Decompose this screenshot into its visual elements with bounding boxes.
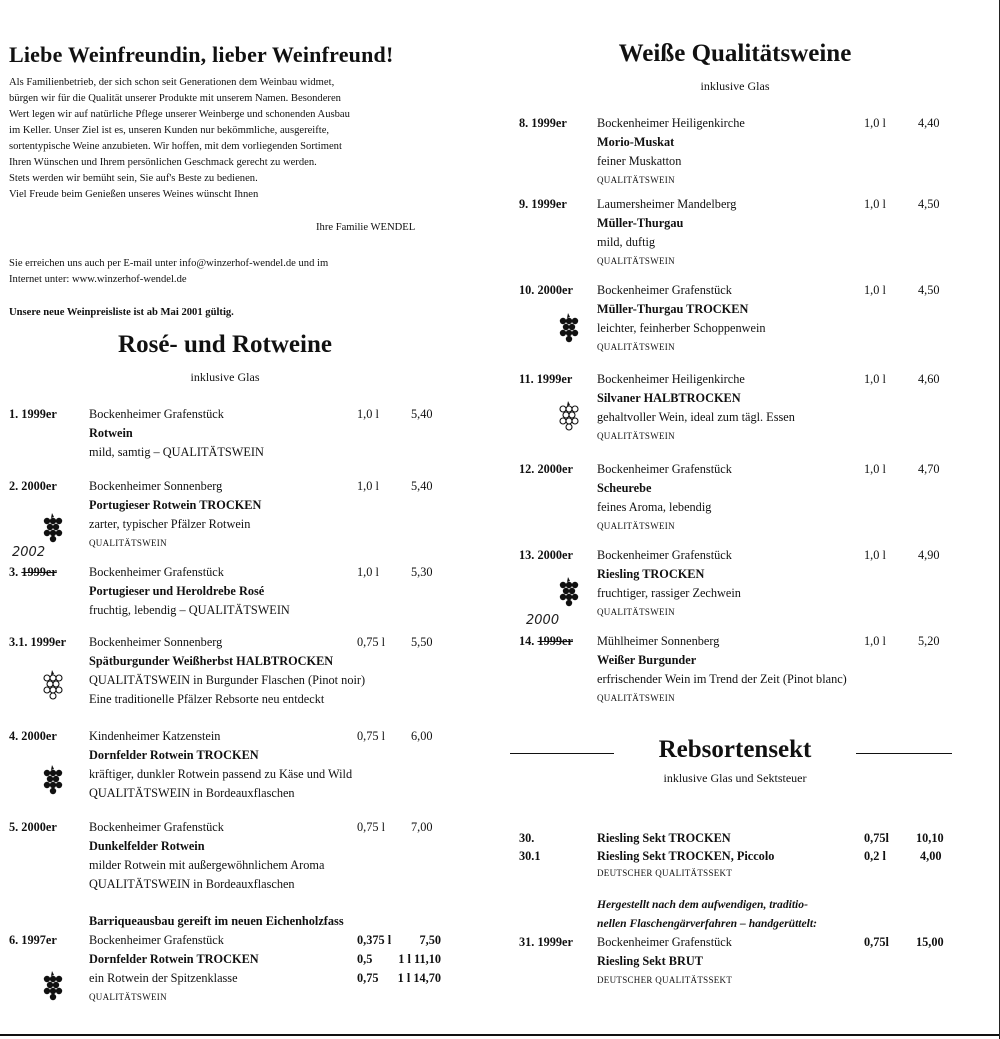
wine-name: Müller-Thurgau	[597, 216, 684, 230]
contact-text	[9, 256, 449, 288]
wine-volume: 1,0 l	[864, 462, 886, 476]
wine-quality: QUALITÄTSWEIN	[597, 342, 675, 352]
wine-location: Bockenheimer Grafenstück	[597, 462, 732, 476]
wine-name: Silvaner HALBTROCKEN	[597, 391, 741, 405]
wine-price: 5,50	[411, 635, 433, 649]
wine-number: 5. 2000er	[9, 820, 57, 834]
wine-location: Bockenheimer Grafenstück	[597, 283, 732, 297]
intro-line: bürgen wir für die Qualität unserer Produkte mit unserem Namen. Besonderen	[9, 93, 341, 104]
sekt-note	[597, 895, 817, 933]
wine-location: Mühlheimer Sonnenberg	[597, 634, 720, 648]
wine-description: erfrischender Wein im Trend der Zeit (Pinot blanc)	[597, 672, 847, 686]
wine-number: 8. 1999er	[519, 116, 567, 130]
sekt-name: Riesling Sekt BRUT	[597, 954, 703, 968]
wine-volume: 0,375 l	[357, 933, 392, 947]
wine-price: 4,60	[918, 372, 940, 386]
wine-number: 3.1. 1999er	[9, 635, 67, 649]
wine-location: Bockenheimer Heiligenkirche	[597, 372, 745, 386]
sekt-number: 31. 1999er	[519, 935, 573, 949]
signature: Ihre Familie WENDEL	[316, 222, 416, 233]
wine-volume: 0,75 l	[357, 820, 386, 834]
sekt-location: Bockenheimer Grafenstück	[597, 935, 732, 949]
wine-quality: QUALITÄTSWEIN in Bordeauxflaschen	[89, 877, 295, 891]
wine-price: 4,50	[918, 197, 940, 211]
wine-price: 5,40	[411, 479, 433, 493]
grape-cluster-outline-icon	[40, 669, 66, 703]
wine-price: 5,40	[411, 407, 433, 421]
wine-description: zarter, typischer Pfälzer Rotwein	[89, 517, 251, 531]
wine-quality: QUALITÄTSWEIN	[597, 607, 675, 617]
wine-number: 2. 2000er	[9, 479, 57, 493]
wine-location: Laumersheimer Mandelberg	[597, 197, 737, 211]
wine-location: Bockenheimer Grafenstück	[89, 407, 224, 421]
wine-price: 1 l 11,10	[398, 952, 441, 966]
wine-location: Bockenheimer Heiligenkirche	[597, 116, 745, 130]
wine-volume: 1,0 l	[357, 407, 379, 421]
wine-description: QUALITÄTSWEIN in Burgunder Flaschen (Pinot noir)	[89, 673, 366, 687]
wine-description: feines Aroma, lebendig	[597, 500, 712, 514]
wine-name: Scheurebe	[597, 481, 652, 495]
sekt-quality: DEUTSCHER QUALITÄTSSEKT	[597, 975, 733, 985]
sekt-name: Riesling Sekt TROCKEN	[597, 831, 731, 845]
wine-name: Weißer Burgunder	[597, 653, 697, 667]
wine-description: ein Rotwein der Spitzenklasse	[89, 971, 238, 985]
wine-volume: 1,0 l	[864, 372, 886, 386]
wine-quality: QUALITÄTSWEIN	[597, 431, 675, 441]
sekt-section-subtitle: inklusive Glas und Sektsteuer	[663, 771, 807, 785]
grape-cluster-icon	[40, 512, 66, 546]
wine-note: Eine traditionelle Pfälzer Rebsorte neu entdeckt	[89, 692, 325, 706]
page-bottom-rule	[0, 1034, 1000, 1036]
wine-name: Dornfelder Rotwein TROCKEN	[89, 952, 259, 966]
wine-name: Rotwein	[89, 426, 133, 440]
grape-cluster-icon	[556, 576, 582, 610]
intro-line: Als Familienbetrieb, der sich schon seit Generationen dem Weinbau widmet,	[9, 77, 335, 88]
sekt-volume: 0,75l	[864, 831, 889, 845]
wine-location: Bockenheimer Grafenstück	[89, 820, 224, 834]
sekt-note-line: nellen Flaschengärverfahren – handgerüttelt:	[597, 917, 817, 930]
wine-description: gehaltvoller Wein, ideal zum tägl. Essen	[597, 410, 795, 424]
wine-location: Bockenheimer Grafenstück	[89, 933, 224, 947]
wine-price: 7,50	[419, 933, 441, 947]
wine-description: kräftiger, dunkler Rotwein passend zu Käse und Wild	[89, 767, 353, 781]
rose-section-subtitle: inklusive Glas	[190, 370, 260, 384]
intro-text	[9, 75, 449, 203]
wine-description: mild, samtig – QUALITÄTSWEIN	[89, 445, 264, 459]
grape-cluster-icon	[40, 970, 66, 1004]
grape-cluster-icon	[40, 764, 66, 798]
wine-price: 5,30	[411, 565, 433, 579]
wine-quality: QUALITÄTSWEIN	[89, 992, 167, 1002]
wine-quality: QUALITÄTSWEIN	[597, 693, 675, 703]
wine-price: 1 l 14,70	[397, 971, 441, 985]
wine-price: 6,00	[411, 729, 433, 743]
wine-location: Bockenheimer Sonnenberg	[89, 635, 223, 649]
sekt-number: 30.1	[519, 849, 541, 863]
wine-number: 9. 1999er	[519, 197, 567, 211]
intro-line: sortentypische Weine anzubieten. Wir hoffen, mit dem vorliegenden Sortiment	[9, 141, 342, 152]
wine-quality: QUALITÄTSWEIN	[597, 175, 675, 185]
barrique-note: Barriqueausbau gereift im neuen Eichenholzfass	[89, 914, 344, 928]
wine-price: 5,20	[918, 634, 940, 648]
wine-volumes	[357, 931, 391, 988]
grape-cluster-outline-icon	[556, 400, 582, 434]
handwritten-year: 2000	[526, 613, 560, 628]
wine-description: fruchtig, lebendig – QUALITÄTSWEIN	[89, 603, 290, 617]
wine-quality: QUALITÄTSWEIN	[597, 521, 675, 531]
wine-number: 11. 1999er	[519, 372, 573, 386]
wine-price: 4,90	[918, 548, 940, 562]
sekt-quality: DEUTSCHER QUALITÄTSSEKT	[597, 868, 733, 878]
wine-price: 7,00	[411, 820, 433, 834]
wine-description: feiner Muskatton	[597, 154, 682, 168]
wine-name: Dornfelder Rotwein TROCKEN	[89, 748, 259, 762]
wine-number: 12. 2000er	[519, 462, 573, 476]
grape-cluster-icon	[556, 312, 582, 346]
sekt-volume: 0,2 l	[864, 849, 886, 863]
wine-name: Morio-Muskat	[597, 135, 675, 149]
wine-volume: 1,0 l	[864, 283, 886, 297]
wine-price: 4,70	[918, 462, 940, 476]
wine-description: fruchtiger, rassiger Zechwein	[597, 586, 741, 600]
wine-name: Portugieser und Heroldrebe Rosé	[89, 584, 265, 598]
intro-title: Liebe Weinfreundin, lieber Weinfreund!	[9, 42, 394, 67]
sekt-name: Riesling Sekt TROCKEN, Piccolo	[597, 849, 775, 863]
rose-section-title: Rosé- und Rotweine	[118, 331, 332, 358]
wine-name: Portugieser Rotwein TROCKEN	[89, 498, 262, 512]
wine-volume: 1,0 l	[864, 116, 886, 130]
wine-number: 10. 2000er	[519, 283, 573, 297]
wine-quality: QUALITÄTSWEIN	[597, 256, 675, 266]
wine-name: Riesling TROCKEN	[597, 567, 705, 581]
wine-name: Dunkelfelder Rotwein	[89, 839, 205, 853]
contact-line: Sie erreichen uns auch per E-mail unter info@winzerhof-wendel.de und im	[9, 258, 329, 269]
wine-description: milder Rotwein mit außergewöhnlichem Aroma	[89, 858, 325, 872]
wine-location: Bockenheimer Sonnenberg	[89, 479, 223, 493]
handwritten-year: 2002	[12, 545, 46, 560]
sekt-price: 15,00	[916, 935, 944, 949]
sekt-price: 4,00	[920, 849, 942, 863]
white-section-title: Weiße Qualitätsweine	[618, 40, 852, 67]
wine-volume: 0,5	[357, 952, 373, 966]
contact-line: Internet unter: www.winzerhof-wendel.de	[9, 274, 187, 285]
wine-volume: 1,0 l	[864, 634, 886, 648]
wine-volume: 1,0 l	[357, 565, 379, 579]
wine-volume: 0,75	[357, 971, 379, 985]
divider-left	[510, 753, 614, 754]
wine-volume: 1,0 l	[864, 197, 886, 211]
white-section-subtitle: inklusive Glas	[700, 79, 770, 93]
divider-right	[856, 753, 952, 754]
wine-name: Müller-Thurgau TROCKEN	[597, 302, 749, 316]
wine-location: Kindenheimer Katzenstein	[89, 729, 221, 743]
wine-volume: 0,75 l	[357, 635, 386, 649]
wine-quality: QUALITÄTSWEIN	[89, 538, 167, 548]
sekt-volume: 0,75l	[864, 935, 889, 949]
intro-line: im Keller. Unser Ziel ist es, unseren Kunden nur bekömmliche, ausgereifte,	[9, 125, 330, 136]
wine-number: 1. 1999er	[9, 407, 57, 421]
wine-number: 4. 2000er	[9, 729, 57, 743]
wine-location: Bockenheimer Grafenstück	[597, 548, 732, 562]
validity-note: Unsere neue Weinpreisliste ist ab Mai 2001 gültig.	[9, 307, 234, 318]
wine-location: Bockenheimer Grafenstück	[89, 565, 224, 579]
wine-number: 6. 1997er	[9, 933, 57, 947]
wine-price: 4,40	[918, 116, 940, 130]
intro-line: Stets werden wir bemüht sein, Sie auf's Beste zu bedienen.	[9, 173, 258, 184]
wine-description: mild, duftig	[597, 235, 656, 249]
wine-number: 3. 1999er	[9, 565, 57, 579]
wine-volume: 1,0 l	[864, 548, 886, 562]
wine-volume: 0,75 l	[357, 729, 386, 743]
wine-description: leichter, feinherber Schoppenwein	[597, 321, 766, 335]
sekt-note-line: Hergestellt nach dem aufwendigen, traditio-	[597, 898, 808, 911]
wine-price: 4,50	[918, 283, 940, 297]
wine-number: 14. 1999er	[519, 634, 573, 648]
sekt-number: 30.	[519, 831, 535, 845]
wine-prices	[397, 931, 441, 988]
sekt-section-title: Rebsortensekt	[658, 736, 812, 763]
wine-quality: QUALITÄTSWEIN in Bordeauxflaschen	[89, 786, 295, 800]
intro-line: Wert legen wir auf natürliche Pflege unserer Weinberge und schonenden Ausbau	[9, 109, 350, 120]
wine-number: 13. 2000er	[519, 548, 573, 562]
intro-line: Ihren Wünschen und Ihrem persönlichen Geschmack gerecht zu werden.	[9, 157, 317, 168]
intro-line: Viel Freude beim Genießen unseres Weines wünscht Ihnen	[9, 189, 259, 200]
sekt-price: 10,10	[916, 831, 944, 845]
wine-name: Spätburgunder Weißherbst HALBTROCKEN	[89, 654, 334, 668]
wine-volume: 1,0 l	[357, 479, 379, 493]
